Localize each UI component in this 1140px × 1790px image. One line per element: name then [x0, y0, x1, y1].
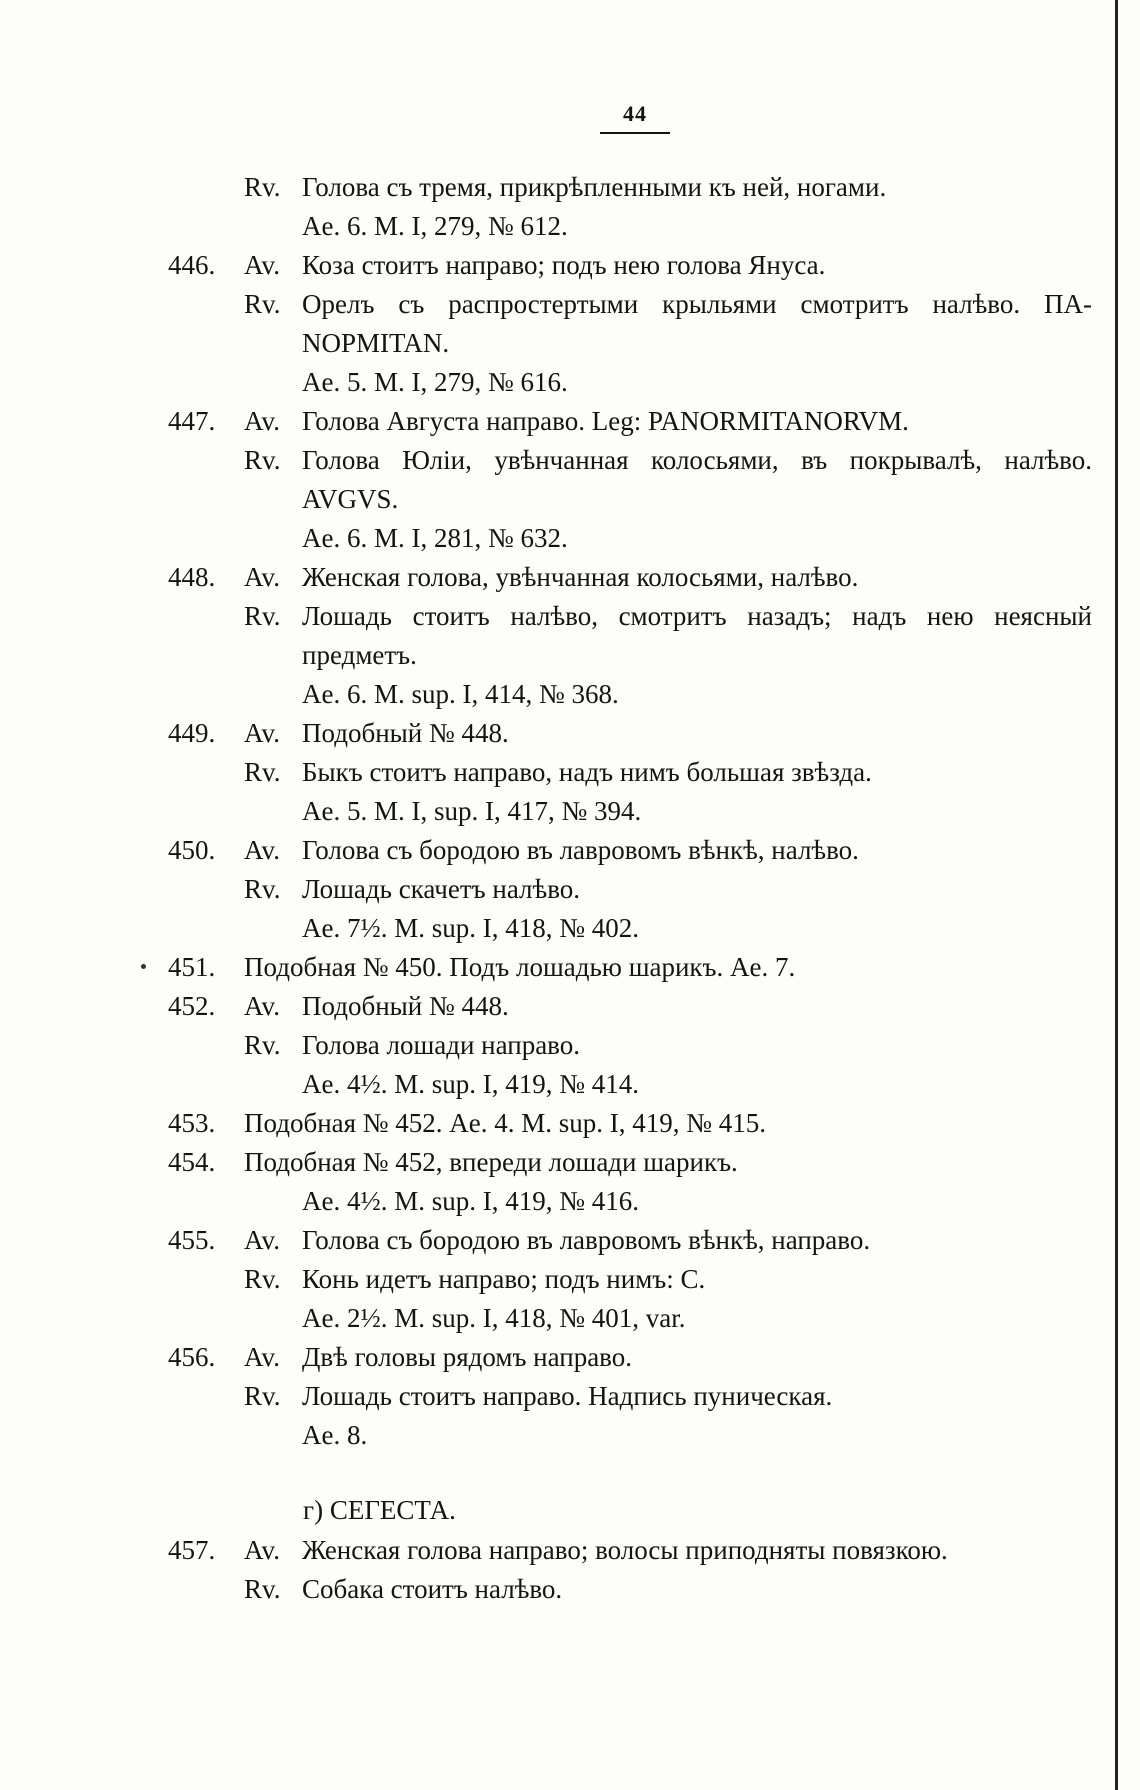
- entry-text: Голова лошади направо.: [302, 1030, 580, 1060]
- side-label: Av.: [244, 1225, 280, 1255]
- page-scan-edge: [1115, 0, 1118, 1790]
- entry-line: [0, 363, 1100, 402]
- entry-line: [0, 285, 1100, 324]
- entry-text: Подобная № 450. Подъ лошадью шарикъ. Ae. 7.: [244, 952, 796, 982]
- entry-line: [0, 1377, 1100, 1416]
- entry-number: 456.: [168, 1342, 216, 1372]
- side-label: Av.: [244, 1535, 280, 1565]
- entry-line: [0, 831, 1100, 870]
- entry-number: 452.: [168, 991, 216, 1021]
- section-heading-text: г) СЕГЕСТА.: [303, 1495, 456, 1525]
- entry-number: 448.: [168, 562, 216, 592]
- entry-text: Женская голова, увѣнчанная колосьями, налѣво.: [302, 562, 859, 592]
- side-label: Rv.: [244, 1574, 281, 1604]
- entry-number: 453.: [168, 1108, 216, 1138]
- side-label: Av.: [244, 991, 280, 1021]
- entry-line: [0, 870, 1100, 909]
- entry-line: [0, 324, 1100, 363]
- entry-reference: Ae. 6. M. I, 279, № 612.: [302, 211, 568, 241]
- entry-text: Орелъ съ распростертыми крыльями смотритъ налѣво. ПА-: [302, 289, 1092, 319]
- entry-line: [0, 909, 1100, 948]
- entry-text: Конь идетъ направо; подъ нимъ: C.: [302, 1264, 706, 1294]
- side-label: Av.: [244, 718, 280, 748]
- entry-number: 449.: [168, 718, 216, 748]
- page-number: 44: [600, 100, 670, 134]
- side-label: Rv.: [244, 601, 281, 631]
- side-label: Av.: [244, 835, 280, 865]
- side-label: Av.: [244, 1342, 280, 1372]
- side-label: Av.: [244, 250, 280, 280]
- entry-text: Собака стоитъ налѣво.: [302, 1574, 563, 1604]
- entry-text: Лошадь стоитъ налѣво, смотритъ назадъ; надъ нею неясный: [302, 601, 1092, 631]
- side-label: Rv.: [244, 445, 281, 475]
- entry-reference: Ae. 4½. M. sup. I, 419, № 416.: [302, 1186, 639, 1216]
- entry-line: [0, 792, 1100, 831]
- entry-number: 457.: [168, 1535, 216, 1565]
- entry-text: Голова съ тремя, прикрѣпленными къ ней, ногами.: [302, 172, 887, 202]
- entry-line: [0, 1570, 1100, 1609]
- entry-line: [0, 1143, 1100, 1182]
- entry-line: [0, 1221, 1100, 1260]
- entry-reference: Ae. 7½. M. sup. I, 418, № 402.: [302, 913, 639, 943]
- side-label: Av.: [244, 406, 280, 436]
- entry-line: [0, 1338, 1100, 1377]
- entry-line: [0, 519, 1100, 558]
- side-label: Rv.: [244, 1030, 281, 1060]
- entry-text: Подобный № 448.: [302, 718, 509, 748]
- entry-reference: Ae. 5. M. I, 279, № 616.: [302, 367, 568, 397]
- entry-reference: Ae. 4½. M. sup. I, 419, № 414.: [302, 1069, 639, 1099]
- entry-line: [0, 675, 1100, 714]
- entry-line: [0, 558, 1100, 597]
- side-label: Rv.: [244, 289, 281, 319]
- entry-reference: Ae. 6. M. I, 281, № 632.: [302, 523, 568, 553]
- entry-text-continued: предметъ.: [302, 640, 417, 670]
- entry-number: 446.: [168, 250, 216, 280]
- entry-line: [0, 753, 1100, 792]
- side-label: Rv.: [244, 1381, 281, 1411]
- section-heading: [0, 1455, 1100, 1531]
- entry-line: [0, 1182, 1100, 1221]
- entry-text: Голова съ бородою въ лавровомъ вѣнкѣ, налѣво.: [302, 835, 859, 865]
- entry-line: [0, 1065, 1100, 1104]
- entry-number: 450.: [168, 835, 216, 865]
- entry-text: Подобная № 452. Ae. 4. M. sup. I, 419, № 415.: [244, 1108, 767, 1138]
- entry-text-continued: NOPMITAN.: [302, 328, 450, 358]
- entry-text-continued: AVGVS.: [302, 484, 399, 514]
- side-label: Rv.: [244, 172, 281, 202]
- side-label: Av.: [244, 562, 280, 592]
- entry-text: Быкъ стоитъ направо, надъ нимъ большая звѣзда.: [302, 757, 872, 787]
- entry-number: 447.: [168, 406, 216, 436]
- entry-text: Женская голова направо; волосы приподняты повязкою.: [302, 1535, 948, 1565]
- entry-reference: Ae. 2½. M. sup. I, 418, № 401, var.: [302, 1303, 686, 1333]
- entry-line: [0, 168, 1100, 207]
- entry-line: [0, 987, 1100, 1026]
- side-label: Rv.: [244, 874, 281, 904]
- entry-line: [0, 636, 1100, 675]
- entry-line: [0, 402, 1100, 441]
- entry-text: Голова Августа направо. Leg: PANORMITANORVM.: [302, 406, 909, 436]
- entry-line: [0, 1531, 1100, 1570]
- entry-number: 454.: [168, 1147, 216, 1177]
- entry-line: [0, 480, 1100, 519]
- entry-line: [0, 1299, 1100, 1338]
- margin-dot: [141, 964, 146, 969]
- entry-line: [0, 246, 1100, 285]
- entry-line: [0, 714, 1100, 753]
- entry-line: [0, 948, 1100, 987]
- entry-line: [0, 441, 1100, 480]
- entry-text: Подобный № 448.: [302, 991, 509, 1021]
- entry-text: Лошадь стоитъ направо. Надпись пуническая.: [302, 1381, 833, 1411]
- entry-reference: Ae. 6. M. sup. I, 414, № 368.: [302, 679, 619, 709]
- coin-catalog-entries: [0, 168, 1100, 1609]
- entry-number: 455.: [168, 1225, 216, 1255]
- entry-text: Двѣ головы рядомъ направо.: [302, 1342, 632, 1372]
- entry-line: [0, 1260, 1100, 1299]
- entry-line: [0, 207, 1100, 246]
- entry-text: Голова съ бородою въ лавровомъ вѣнкѣ, направо.: [302, 1225, 871, 1255]
- entry-text: Подобная № 452, впереди лошади шарикъ.: [244, 1147, 738, 1177]
- entry-number: 451.: [168, 952, 216, 982]
- entry-line: [0, 597, 1100, 636]
- entry-reference: Ae. 8.: [302, 1420, 368, 1450]
- side-label: Rv.: [244, 1264, 281, 1294]
- side-label: Rv.: [244, 757, 281, 787]
- entry-text: Голова Юліи, увѣнчанная колосьями, въ покрывалѣ, налѣво.: [302, 445, 1092, 475]
- entry-line: [0, 1416, 1100, 1455]
- entry-line: [0, 1026, 1100, 1065]
- entry-text: Лошадь скачетъ налѣво.: [302, 874, 581, 904]
- entry-text: Коза стоитъ направо; подъ нею голова Януса.: [302, 250, 826, 280]
- entry-reference: Ae. 5. M. I, sup. I, 417, № 394.: [302, 796, 642, 826]
- entry-line: [0, 1104, 1100, 1143]
